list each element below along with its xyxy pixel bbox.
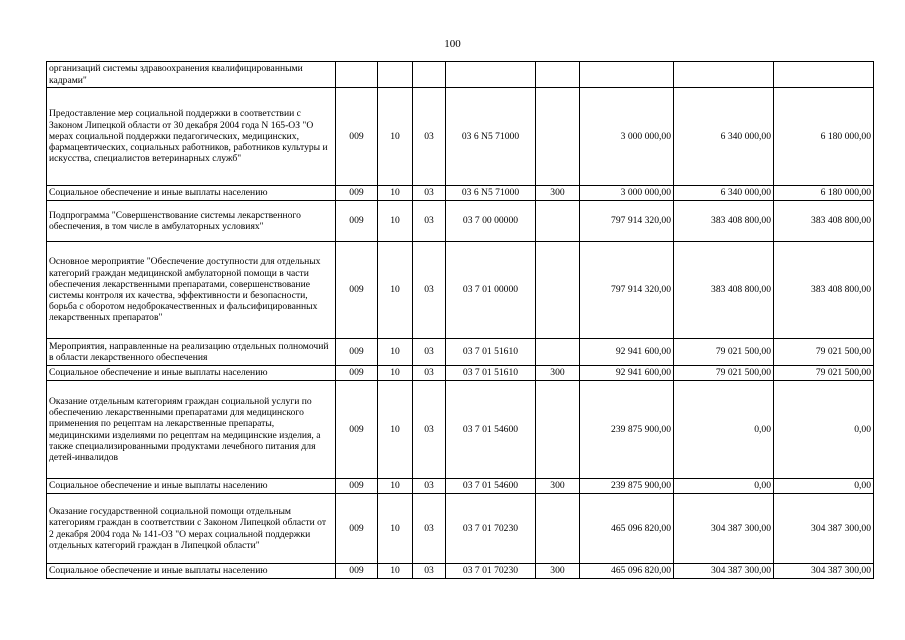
subsection-code-cell: 03	[413, 494, 446, 564]
subsection-code-cell: 03	[413, 242, 446, 339]
table-row	[47, 339, 874, 366]
item-name-cell: Оказание отдельным категориям граждан социальной услуги по обеспечению лекарственными препаратами для медицинского применения по рецептам на лекарственные препараты, медицинскими изделиями по рецептам на медицинские изделия, а также специализированными продуктами лечебного питания для детей-инвалидов	[47, 381, 336, 479]
table-body	[47, 62, 874, 579]
table-row	[47, 201, 874, 242]
table-row	[47, 494, 874, 564]
expense-type-cell	[536, 201, 580, 242]
amount-year1-cell: 3 000 000,00	[580, 186, 674, 201]
target-article-cell: 03 6 N5 71000	[446, 88, 536, 186]
item-name-cell: организаций системы здравоохранения квалифицированными кадрами"	[47, 62, 336, 88]
amount-year2-cell: 79 021 500,00	[674, 339, 774, 366]
amount-year1-cell	[580, 62, 674, 88]
amount-year3-cell: 6 180 000,00	[774, 186, 874, 201]
amount-year3-cell	[774, 62, 874, 88]
amount-year1-cell: 239 875 900,00	[580, 381, 674, 479]
target-article-cell: 03 7 01 70230	[446, 494, 536, 564]
amount-year2-cell: 6 340 000,00	[674, 88, 774, 186]
item-name-cell: Социальное обеспечение и иные выплаты населению	[47, 564, 336, 579]
target-article-cell: 03 7 01 70230	[446, 564, 536, 579]
ministry-code-cell: 009	[336, 339, 378, 366]
section-code-cell: 10	[378, 339, 413, 366]
amount-year1-cell: 92 941 600,00	[580, 339, 674, 366]
table-row	[47, 479, 874, 494]
target-article-cell: 03 6 N5 71000	[446, 186, 536, 201]
amount-year3-cell: 383 408 800,00	[774, 201, 874, 242]
target-article-cell: 03 7 01 51610	[446, 366, 536, 381]
amount-year2-cell: 0,00	[674, 381, 774, 479]
amount-year2-cell: 383 408 800,00	[674, 201, 774, 242]
expense-type-cell	[536, 381, 580, 479]
subsection-code-cell: 03	[413, 381, 446, 479]
table-row	[47, 88, 874, 186]
expense-type-cell	[536, 494, 580, 564]
subsection-code-cell: 03	[413, 564, 446, 579]
amount-year3-cell: 6 180 000,00	[774, 88, 874, 186]
amount-year2-cell: 0,00	[674, 479, 774, 494]
item-name-cell: Подпрограмма "Совершенствование системы лекарственного обеспечения, в том числе в амбулаторных условиях"	[47, 201, 336, 242]
budget-table	[46, 61, 874, 579]
table-row	[47, 62, 874, 88]
amount-year1-cell: 3 000 000,00	[580, 88, 674, 186]
amount-year2-cell: 304 387 300,00	[674, 564, 774, 579]
amount-year1-cell: 239 875 900,00	[580, 479, 674, 494]
table-row	[47, 381, 874, 479]
target-article-cell: 03 7 01 00000	[446, 242, 536, 339]
amount-year3-cell: 79 021 500,00	[774, 366, 874, 381]
expense-type-cell: 300	[536, 479, 580, 494]
expense-type-cell	[536, 242, 580, 339]
item-name-cell: Социальное обеспечение и иные выплаты населению	[47, 186, 336, 201]
ministry-code-cell: 009	[336, 201, 378, 242]
page-number: 100	[444, 38, 461, 50]
ministry-code-cell: 009	[336, 479, 378, 494]
amount-year1-cell: 465 096 820,00	[580, 564, 674, 579]
amount-year1-cell: 92 941 600,00	[580, 366, 674, 381]
expense-type-cell	[536, 62, 580, 88]
section-code-cell: 10	[378, 479, 413, 494]
amount-year3-cell: 304 387 300,00	[774, 494, 874, 564]
table-row	[47, 242, 874, 339]
subsection-code-cell: 03	[413, 88, 446, 186]
amount-year3-cell: 0,00	[774, 479, 874, 494]
amount-year3-cell: 304 387 300,00	[774, 564, 874, 579]
section-code-cell	[378, 62, 413, 88]
section-code-cell: 10	[378, 201, 413, 242]
ministry-code-cell: 009	[336, 242, 378, 339]
expense-type-cell: 300	[536, 564, 580, 579]
item-name-cell: Мероприятия, направленные на реализацию отдельных полномочий в области лекарственного обеспечения	[47, 339, 336, 366]
amount-year3-cell: 0,00	[774, 381, 874, 479]
ministry-code-cell	[336, 62, 378, 88]
ministry-code-cell: 009	[336, 381, 378, 479]
table-row	[47, 186, 874, 201]
table-row	[47, 366, 874, 381]
ministry-code-cell: 009	[336, 494, 378, 564]
amount-year1-cell: 797 914 320,00	[580, 242, 674, 339]
subsection-code-cell: 03	[413, 186, 446, 201]
section-code-cell: 10	[378, 88, 413, 186]
section-code-cell: 10	[378, 381, 413, 479]
subsection-code-cell	[413, 62, 446, 88]
amount-year2-cell: 6 340 000,00	[674, 186, 774, 201]
target-article-cell: 03 7 01 54600	[446, 381, 536, 479]
target-article-cell: 03 7 01 51610	[446, 339, 536, 366]
item-name-cell: Социальное обеспечение и иные выплаты населению	[47, 479, 336, 494]
section-code-cell: 10	[378, 242, 413, 339]
section-code-cell: 10	[378, 564, 413, 579]
amount-year3-cell: 383 408 800,00	[774, 242, 874, 339]
amount-year2-cell	[674, 62, 774, 88]
section-code-cell: 10	[378, 366, 413, 381]
amount-year1-cell: 797 914 320,00	[580, 201, 674, 242]
subsection-code-cell: 03	[413, 479, 446, 494]
amount-year1-cell: 465 096 820,00	[580, 494, 674, 564]
section-code-cell: 10	[378, 494, 413, 564]
expense-type-cell	[536, 88, 580, 186]
item-name-cell: Предоставление мер социальной поддержки в соответствии с Законом Липецкой области от 30 декабря 2004 года N 165-ОЗ "О мерах социальной поддержки педагогических, медицинских, фармацевтических, социальных работников, работников культуры и искусства, специалистов ветеринарных служб"	[47, 88, 336, 186]
amount-year2-cell: 79 021 500,00	[674, 366, 774, 381]
section-code-cell: 10	[378, 186, 413, 201]
expense-type-cell: 300	[536, 366, 580, 381]
ministry-code-cell: 009	[336, 564, 378, 579]
expense-type-cell: 300	[536, 186, 580, 201]
ministry-code-cell: 009	[336, 186, 378, 201]
amount-year3-cell: 79 021 500,00	[774, 339, 874, 366]
subsection-code-cell: 03	[413, 366, 446, 381]
item-name-cell: Основное мероприятие "Обеспечение доступности для отдельных категорий граждан медицинской амбулаторной помощи в части обеспечения лекарственными препаратами, совершенствование системы контроля их качества, эффективности и безопасности, борьба с оборотом недоброкачественных и фальсифицированных лекарственных препаратов"	[47, 242, 336, 339]
amount-year2-cell: 304 387 300,00	[674, 494, 774, 564]
item-name-cell: Социальное обеспечение и иные выплаты населению	[47, 366, 336, 381]
table-row	[47, 564, 874, 579]
ministry-code-cell: 009	[336, 366, 378, 381]
subsection-code-cell: 03	[413, 339, 446, 366]
subsection-code-cell: 03	[413, 201, 446, 242]
item-name-cell: Оказание государственной социальной помощи отдельным категориям граждан в соответствии с Законом Липецкой области от 2 декабря 2004 года № 141-ОЗ "О мерах социальной поддержки отдельных категорий граждан в Липецкой области"	[47, 494, 336, 564]
target-article-cell: 03 7 00 00000	[446, 201, 536, 242]
target-article-cell: 03 7 01 54600	[446, 479, 536, 494]
target-article-cell	[446, 62, 536, 88]
ministry-code-cell: 009	[336, 88, 378, 186]
expense-type-cell	[536, 339, 580, 366]
amount-year2-cell: 383 408 800,00	[674, 242, 774, 339]
